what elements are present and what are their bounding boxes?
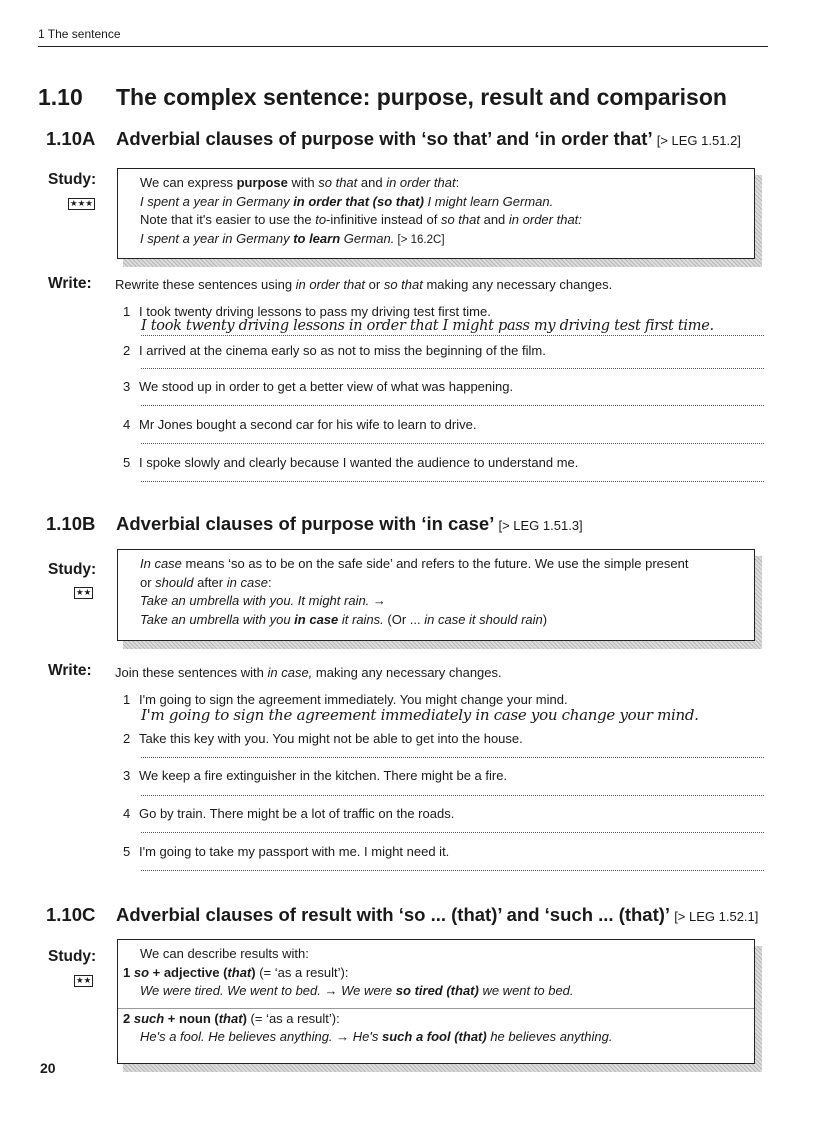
exercise-item: 4 Go by train. There might be a lot of traffic on the roads.: [123, 806, 455, 821]
section-a-heading: Adverbial clauses of purpose with ‘so that’ and ‘in order that’: [116, 128, 652, 149]
exercise-item: 5 I spoke slowly and clearly because I wanted the audience to understand me.: [123, 455, 579, 470]
study-example: Take an umbrella with you. It might rain. →: [140, 593, 386, 608]
exercise-item: 4 Mr Jones bought a second car for his wife to learn to drive.: [123, 417, 477, 432]
study-example: I spent a year in Germany in order that (so that) I might learn German.: [140, 193, 554, 209]
answer-line[interactable]: [141, 832, 764, 833]
exercise-item: 2 I arrived at the cinema early so as not to miss the beginning of the film.: [123, 343, 546, 358]
section-a-difficulty-stars: ★★★: [70, 199, 93, 209]
section-a-number: 1.10A: [46, 128, 96, 149]
chapter-number: 1.10: [38, 84, 83, 110]
study-example: I spent a year in Germany to learn German. [> 16.2C]: [140, 230, 445, 246]
answer-line[interactable]: [141, 405, 764, 406]
header-rule: [38, 46, 768, 47]
section-a-ref: [> LEG 1.51.2]: [656, 133, 741, 148]
exercise-item: 2 Take this key with you. You might not be able to get into the house.: [123, 731, 523, 746]
answer-line[interactable]: [141, 443, 764, 444]
study-line: In case means ‘so as to be on the safe side’ and refers to the future. We use the simple present: [140, 556, 689, 571]
running-head: 1 The sentence: [38, 27, 121, 41]
section-a-instruction: Rewrite these sentences using in order that or so that making any necessary changes.: [115, 277, 613, 292]
section-c-number: 1.10C: [46, 904, 96, 925]
section-a-write-label: Write:: [48, 275, 92, 292]
study-example: Take an umbrella with you in case it rains. (Or ... in case it should rain): [140, 611, 548, 627]
page-number: 20: [40, 1060, 56, 1076]
section-c-ref: [> LEG 1.52.1]: [674, 909, 759, 924]
chapter-title-text: The complex sentence: purpose, result and comparison: [116, 84, 727, 110]
exercise-item: 1 I took twenty driving lessons to pass my driving test first time.: [123, 304, 491, 319]
section-b-heading: Adverbial clauses of purpose with ‘in case’: [116, 513, 494, 534]
answer-line[interactable]: [141, 757, 764, 758]
section-b-number: 1.10B: [46, 513, 96, 534]
answer-line[interactable]: [141, 481, 764, 482]
section-c-title: [46, 904, 758, 926]
section-b-write-label: Write:: [48, 662, 92, 679]
section-b-study-box: [117, 549, 755, 641]
section-b-study-label: Study:: [48, 561, 97, 578]
chapter-title: [38, 84, 727, 111]
answer-line[interactable]: [141, 368, 764, 369]
answer-line[interactable]: [141, 870, 764, 871]
exercise-item: 3 We stood up in order to get a better view of what was happening.: [123, 379, 514, 394]
study-example: He's a fool. He believes anything. → He's such a fool (that) he believes anything.: [140, 1029, 613, 1044]
study-line: We can express purpose with so that and in order that:: [140, 175, 460, 190]
section-b-ref: [> LEG 1.51.3]: [498, 518, 583, 533]
study-box-divider: [118, 1008, 754, 1009]
study-line: We can describe results with:: [140, 946, 309, 961]
section-a-study-box: [117, 168, 755, 259]
section-c-heading: Adverbial clauses of result with ‘so ... (that)’ and ‘such ... (that)’: [116, 904, 670, 925]
section-b-difficulty-stars: ★★: [76, 588, 92, 598]
handwritten-answer: I took twenty driving lessons in order that I might pass my driving test first time.: [141, 318, 714, 334]
answer-line[interactable]: [141, 335, 764, 336]
section-c-study-box: [117, 939, 755, 1064]
study-example: We were tired. We went to bed. → We were so tired (that) we went to bed.: [140, 983, 574, 998]
study-line: or should after in case:: [140, 574, 272, 590]
section-b-instruction: Join these sentences with in case, making any necessary changes.: [115, 665, 502, 680]
study-point-1: 1 so + adjective (that) (= ‘as a result’):: [123, 964, 349, 980]
section-a-title: [46, 128, 741, 150]
section-a-study-label: Study:: [48, 171, 97, 188]
section-c-difficulty-stars: ★★: [76, 976, 92, 986]
study-point-2: 2 such + noun (that) (= ‘as a result’):: [123, 1010, 340, 1026]
study-line: Note that it's easier to use the to-infinitive instead of so that and in order that:: [140, 212, 582, 227]
exercise-item: 1 I'm going to sign the agreement immediately. You might change your mind.: [123, 692, 568, 707]
section-b-title: [46, 513, 583, 535]
section-c-study-label: Study:: [48, 948, 97, 965]
exercise-item: 3 We keep a fire extinguisher in the kitchen. There might be a fire.: [123, 768, 508, 783]
handwritten-answer: I'm going to sign the agreement immediately in case you change your mind.: [141, 706, 699, 724]
answer-line[interactable]: [141, 795, 764, 796]
exercise-item: 5 I'm going to take my passport with me. I might need it.: [123, 844, 450, 859]
